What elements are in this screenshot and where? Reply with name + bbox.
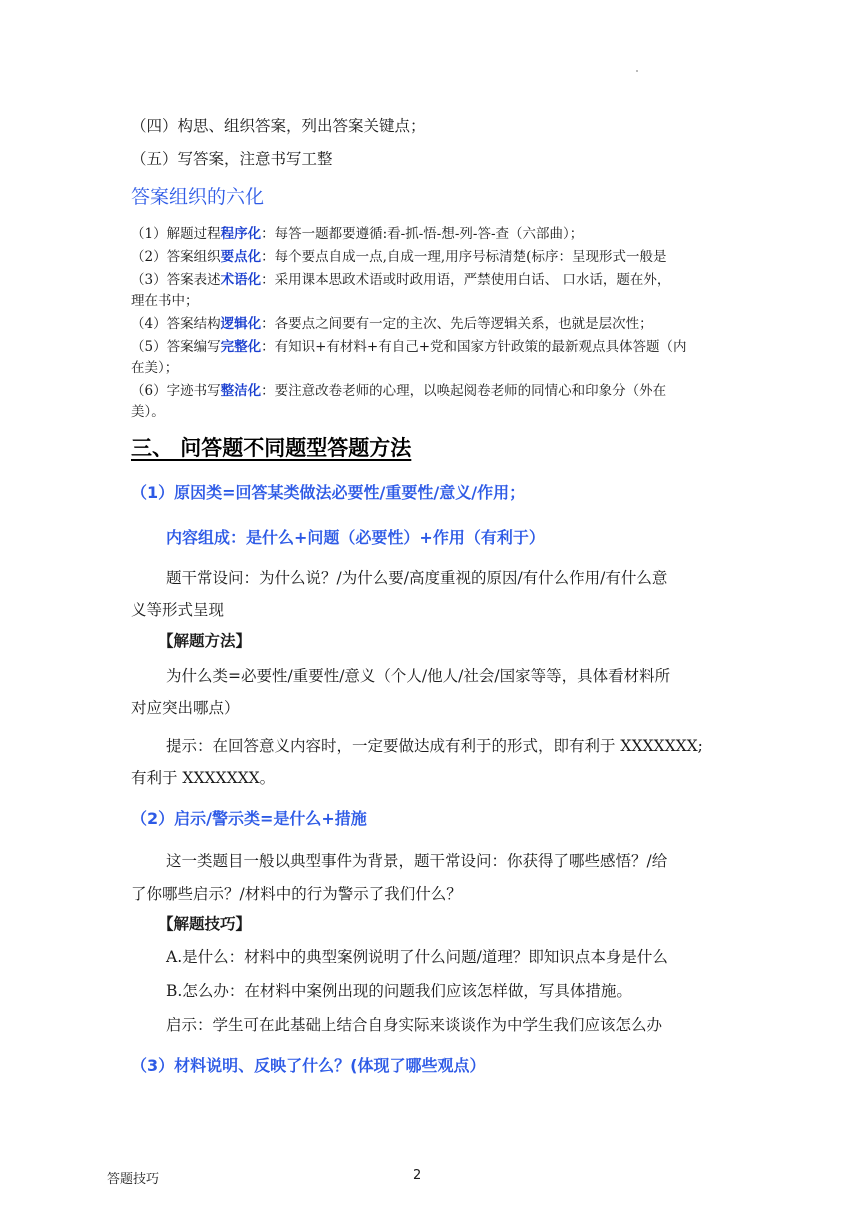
six-item-1: （1）解题过程程序化：每答一题都要遵循:看-抓-悟-想-列-答-查（六部曲）；: [131, 226, 584, 242]
six-item-6-cont: 美）。: [131, 404, 165, 420]
q1-hint-line2: 有利于 XXXXXXX。: [131, 769, 276, 787]
six-heading: 答案组织的六化: [131, 186, 265, 208]
q1-hint-line1: 提示：在回答意义内容时，一定要做达成有利于的形式，即有利于 XXXXXXX;: [166, 737, 703, 755]
six-item-5: （5）答案编写完整化：有知识+有材料+有自己+党和国家方针政策的最新观点具体答题（内: [131, 339, 687, 355]
q1-para1-line2: 义等形式呈现: [131, 601, 225, 619]
six-item-6: （6）字迹书写整洁化：要注意改卷老师的心理，以唤起阅卷老师的同情心和印象分（外在: [131, 383, 667, 399]
six-item-2: （2）答案组织要点化：每个要点自成一点,自成一理,用序号标清楚(标序：呈现形式一般是: [131, 249, 667, 265]
q2-para1-line2: 了你哪些启示？/材料中的行为警示了我们什么？: [131, 885, 462, 903]
q1-para2-line2: 对应突出哪点）: [131, 699, 240, 717]
footer-label: 答题技巧: [107, 1172, 160, 1187]
q2-tech-label: 【解题技巧】: [158, 915, 252, 933]
step-five: （五）写答案，注意书写工整: [131, 150, 333, 168]
q2-point-b: B.怎么办：在材料中案例出现的问题我们应该怎样做，写具体措施。: [166, 982, 632, 1000]
q1-composition: 内容组成：是什么+问题（必要性）+作用（有利于）: [166, 528, 545, 547]
q2-title: （2）启示/警示类=是什么+措施: [131, 809, 367, 828]
q2-point-a: A.是什么：材料中的典型案例说明了什么问题/道理？即知识点本身是什么: [166, 948, 668, 966]
q2-para1-line1: 这一类题目一般以典型事件为背景，题干常设问：你获得了哪些感悟？/给: [166, 852, 668, 870]
six-item-4: （4）答案结构逻辑化：各要点之间要有一定的主次、先后等逻辑关系，也就是层次性；: [131, 316, 653, 332]
page-number: 2: [413, 1168, 422, 1183]
q1-title: （1）原因类=回答某类做法必要性/重要性/意义/作用；: [131, 483, 526, 502]
section-three-title: 三、 问答题不同题型答题方法: [131, 436, 412, 460]
q1-para1-line1: 题干常设问：为什么说？/为什么要/高度重视的原因/有什么作用/有什么意: [166, 569, 668, 587]
q3-title: （3）材料说明、反映了什么？(体现了哪些观点）: [131, 1056, 486, 1075]
step-four: （四）构思、组织答案，列出答案关键点；: [131, 117, 426, 135]
six-item-3: （3）答案表述术语化：采用课本思政术语或时政用语，严禁使用白话、 口水话，题在外，: [131, 272, 671, 288]
q2-hint: 启示：学生可在此基础上结合自身实际来谈谈作为中学生我们应该怎么办: [166, 1016, 663, 1034]
six-item-3-cont: 理在书中；: [131, 293, 199, 309]
q1-method-label: 【解题方法】: [158, 632, 252, 650]
six-item-5-cont: 在美）；: [131, 360, 179, 376]
decorative-dot: [636, 70, 638, 72]
q1-para2-line1: 为什么类=必要性/重要性/意义（个人/他人/社会/国家等等，具体看材料所: [166, 667, 671, 685]
